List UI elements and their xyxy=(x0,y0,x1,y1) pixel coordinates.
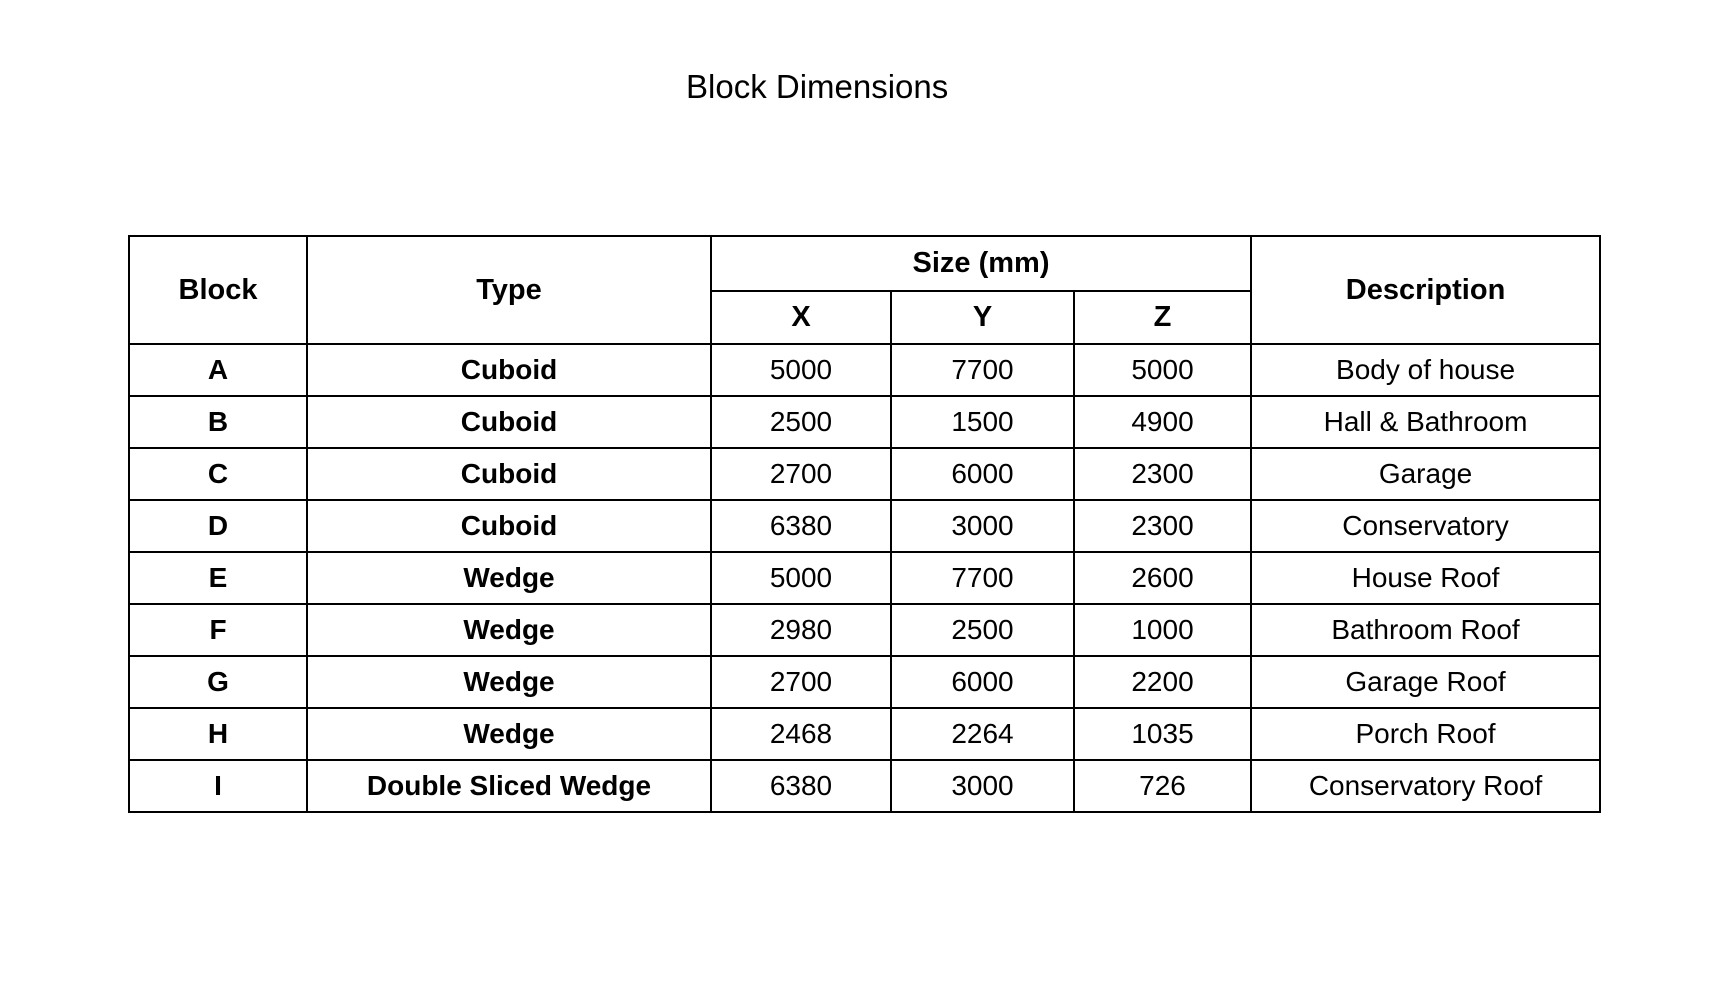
cell-size-z: 1035 xyxy=(1074,708,1251,760)
table-row xyxy=(129,552,1600,604)
block-dimensions-table xyxy=(128,235,1601,813)
cell-type: Wedge xyxy=(307,708,711,760)
cell-description: Conservatory xyxy=(1251,500,1600,552)
cell-block: H xyxy=(129,708,307,760)
cell-type: Cuboid xyxy=(307,344,711,396)
cell-block: A xyxy=(129,344,307,396)
header-block: Block xyxy=(129,236,307,344)
table-body xyxy=(129,344,1600,812)
cell-size-y: 3000 xyxy=(891,500,1074,552)
cell-description: Body of house xyxy=(1251,344,1600,396)
table-row xyxy=(129,448,1600,500)
header-size-z: Z xyxy=(1074,291,1251,344)
cell-size-y: 1500 xyxy=(891,396,1074,448)
cell-size-x: 2468 xyxy=(711,708,891,760)
cell-block: E xyxy=(129,552,307,604)
cell-size-x: 2500 xyxy=(711,396,891,448)
cell-type: Double Sliced Wedge xyxy=(307,760,711,812)
cell-type: Cuboid xyxy=(307,448,711,500)
cell-block: G xyxy=(129,656,307,708)
cell-size-y: 2264 xyxy=(891,708,1074,760)
header-type: Type xyxy=(307,236,711,344)
cell-type: Cuboid xyxy=(307,396,711,448)
page-title: Block Dimensions xyxy=(686,68,949,105)
cell-size-z: 4900 xyxy=(1074,396,1251,448)
header-size-x: X xyxy=(711,291,891,344)
cell-description: Porch Roof xyxy=(1251,708,1600,760)
header-size-y: Y xyxy=(891,291,1074,344)
cell-type: Wedge xyxy=(307,656,711,708)
cell-description: Hall & Bathroom xyxy=(1251,396,1600,448)
cell-size-z: 2300 xyxy=(1074,448,1251,500)
header-description: Description xyxy=(1251,236,1600,344)
cell-size-y: 7700 xyxy=(891,344,1074,396)
table-row xyxy=(129,656,1600,708)
header-size-group: Size (mm) xyxy=(711,236,1251,291)
cell-block: F xyxy=(129,604,307,656)
table-row xyxy=(129,396,1600,448)
table-row xyxy=(129,344,1600,396)
cell-type: Wedge xyxy=(307,552,711,604)
cell-size-y: 3000 xyxy=(891,760,1074,812)
cell-size-z: 1000 xyxy=(1074,604,1251,656)
header-row-top xyxy=(129,236,1600,291)
cell-size-x: 6380 xyxy=(711,500,891,552)
cell-type: Cuboid xyxy=(307,500,711,552)
cell-description: Garage xyxy=(1251,448,1600,500)
cell-size-x: 2980 xyxy=(711,604,891,656)
cell-description: Conservatory Roof xyxy=(1251,760,1600,812)
cell-size-z: 2300 xyxy=(1074,500,1251,552)
table-row xyxy=(129,760,1600,812)
cell-size-x: 5000 xyxy=(711,344,891,396)
cell-size-x: 2700 xyxy=(711,656,891,708)
cell-size-x: 5000 xyxy=(711,552,891,604)
cell-type: Wedge xyxy=(307,604,711,656)
table-row xyxy=(129,500,1600,552)
cell-block: I xyxy=(129,760,307,812)
cell-description: Garage Roof xyxy=(1251,656,1600,708)
cell-size-y: 2500 xyxy=(891,604,1074,656)
cell-size-z: 2600 xyxy=(1074,552,1251,604)
cell-size-y: 6000 xyxy=(891,448,1074,500)
table-header xyxy=(129,236,1600,344)
cell-block: C xyxy=(129,448,307,500)
cell-description: House Roof xyxy=(1251,552,1600,604)
cell-size-y: 7700 xyxy=(891,552,1074,604)
cell-block: D xyxy=(129,500,307,552)
cell-size-x: 2700 xyxy=(711,448,891,500)
cell-description: Bathroom Roof xyxy=(1251,604,1600,656)
cell-size-z: 726 xyxy=(1074,760,1251,812)
cell-size-z: 2200 xyxy=(1074,656,1251,708)
cell-block: B xyxy=(129,396,307,448)
cell-size-z: 5000 xyxy=(1074,344,1251,396)
cell-size-x: 6380 xyxy=(711,760,891,812)
table-row xyxy=(129,708,1600,760)
table-row xyxy=(129,604,1600,656)
cell-size-y: 6000 xyxy=(891,656,1074,708)
